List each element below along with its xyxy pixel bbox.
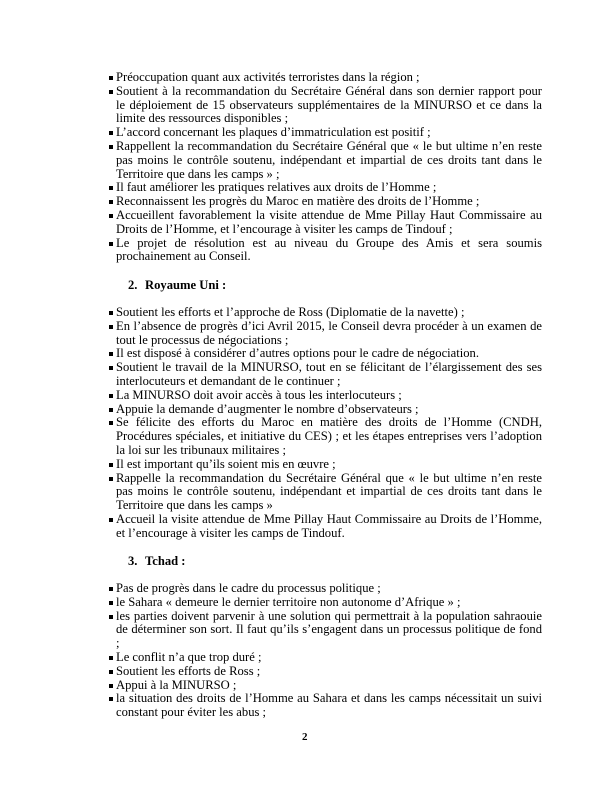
section1-list xyxy=(108,71,542,264)
bullet-item: Reconnaissent les progrès du Maroc en matière des droits de l’Homme ; xyxy=(108,195,542,209)
bullet-item: Pas de progrès dans le cadre du processus politique ; xyxy=(108,582,542,596)
section3-heading xyxy=(128,555,185,569)
bullet-item: Rappelle la recommandation du Secrétaire Général que « le but ultime n’en reste pas moins le contrôle soutenu, indépendant et impartial de ces droits tant dans le Territoire que dans les camps » xyxy=(108,472,542,513)
section2-list xyxy=(108,306,542,541)
bullet-item: Appui à la MINURSO ; xyxy=(108,679,542,693)
bullet-item: L’accord concernant les plaques d’immatriculation est positif ; xyxy=(108,126,542,140)
bullet-item: Il est important qu’ils soient mis en œuvre ; xyxy=(108,458,542,472)
bullet-item: Se félicite des efforts du Maroc en matière des droits de l’Homme (CNDH, Procédures spéciales, et initiative du CES) ; et les étapes entreprises vers l’adoption la loi sur les tribunaux militaires ; xyxy=(108,416,542,457)
section2-number: 2. xyxy=(128,278,138,292)
bullet-item: Rappellent la recommandation du Secrétaire Général que « le but ultime n’en reste pas moins le contrôle soutenu, indépendant et impartial de ces droits tant dans le Territoire que dans les camps » ; xyxy=(108,140,542,181)
bullet-item: le Sahara « demeure le dernier territoire non autonome d’Afrique » ; xyxy=(108,596,542,610)
section2-heading xyxy=(128,279,226,293)
bullet-item: La MINURSO doit avoir accès à tous les interlocuteurs ; xyxy=(108,389,542,403)
bullet-item: Il est disposé à considérer d’autres options pour le cadre de négociation. xyxy=(108,347,542,361)
bullet-item: Soutient le travail de la MINURSO, tout en se félicitant de l’élargissement des ses interlocuteurs et demandant de le continuer ; xyxy=(108,361,542,389)
bullet-item: Le conflit n’a que trop duré ; xyxy=(108,651,542,665)
bullet-item: Il faut améliorer les pratiques relatives aux droits de l’Homme ; xyxy=(108,181,542,195)
section3-number: 3. xyxy=(128,554,138,568)
bullet-item: Accueillent favorablement la visite attendue de Mme Pillay Haut Commissaire au Droits de l’Homme, et l’encourage à visiter les camps de Tindouf ; xyxy=(108,209,542,237)
bullet-item: Préoccupation quant aux activités terroristes dans la région ; xyxy=(108,71,542,85)
bullet-item: Soutient les efforts et l’approche de Ross (Diplomatie de la navette) ; xyxy=(108,306,542,320)
bullet-item: En l’absence de progrès d’ici Avril 2015, le Conseil devra procéder à un examen de tout le processus de négociations ; xyxy=(108,320,542,348)
bullet-item: Le projet de résolution est au niveau du Groupe des Amis et sera soumis prochainement au Conseil. xyxy=(108,237,542,265)
bullet-item: la situation des droits de l’Homme au Sahara et dans les camps nécessitait un suivi constant pour éviter les abus ; xyxy=(108,692,542,720)
section3-list xyxy=(108,582,542,720)
bullet-item: Appuie la demande d’augmenter le nombre d’observateurs ; xyxy=(108,403,542,417)
section3-title: Tchad : xyxy=(145,554,186,568)
section2-title: Royaume Uni : xyxy=(145,278,227,292)
bullet-item: Soutient à la recommandation du Secrétaire Général dans son dernier rapport pour le déploiement de 15 observateurs supplémentaires de la MINURSO et ce dans la limite des ressources disponibles ; xyxy=(108,85,542,126)
bullet-item: Soutient les efforts de Ross ; xyxy=(108,665,542,679)
page-number: 2 xyxy=(302,731,308,743)
bullet-item: les parties doivent parvenir à une solution qui permettrait à la population sahraouie de déterminer son sort. Il faut qu’ils s’engagent dans un processus politique de fond ; xyxy=(108,610,542,651)
bullet-item: Accueil la visite attendue de Mme Pillay Haut Commissaire au Droits de l’Homme, et l’encourage à visiter les camps de Tindouf. xyxy=(108,513,542,541)
